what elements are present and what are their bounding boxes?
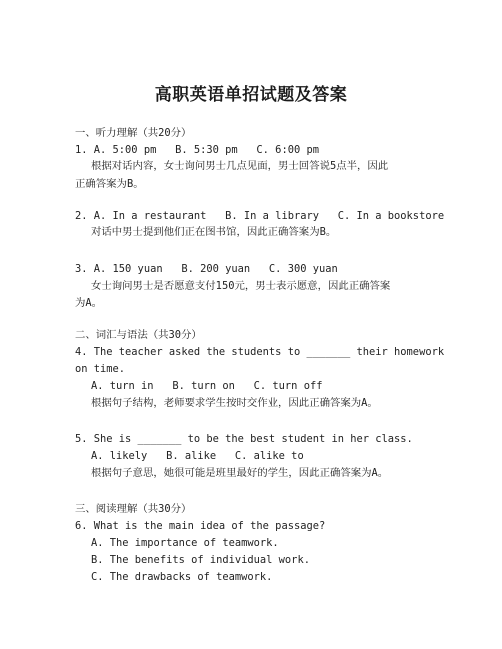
text-line: 为A。 [75,297,103,309]
text-line: 正确答案为B。 [75,178,144,190]
text-line: 三、阅读理解（共30分） [75,503,192,515]
text-line: C. The drawbacks of teamwork. [91,571,273,583]
text-line: 女士询问男士是否愿意支付150元，男士表示愿意，因此正确答案 [91,280,391,292]
text-line: 2. A. In a restaurant B. In a library C. In a bookstore [75,210,445,222]
text-line: 一、听力理解（共20分） [75,127,192,139]
text-line: 根据句子结构，老师要求学生按时交作业，因此正确答案为A。 [91,397,378,409]
text-line: 5. She is _______ to be the best student in her class. [75,433,413,445]
text-line: A. The importance of teamwork. [91,537,279,549]
text-line: on time. [75,363,126,375]
text-line: 4. The teacher asked the students to _______ their homework [75,346,445,358]
text-line: 1. A. 5:00 pm B. 5:30 pm C. 6:00 pm [75,144,319,156]
text-line: 对话中男士提到他们正在图书馆，因此正确答案为B。 [91,226,337,238]
text-line: 二、词汇与语法（共30分） [75,329,202,341]
text-line: 根据句子意思，她很可能是班里最好的学生，因此正确答案为A。 [91,467,389,479]
text-line: 3. A. 150 yuan B. 200 yuan C. 300 yuan [75,263,338,275]
text-line: 6. What is the main idea of the passage? [75,520,326,532]
text-line: B. The benefits of individual work. [91,554,310,566]
text-line: 根据对话内容，女士询问男士几点见面，男士回答说5点半，因此 [91,160,389,172]
text-line: A. likely B. alike C. alike to [91,450,304,462]
document-title: 高职英语单招试题及答案 [154,85,348,105]
text-line: A. turn in B. turn on C. turn off [91,380,323,392]
